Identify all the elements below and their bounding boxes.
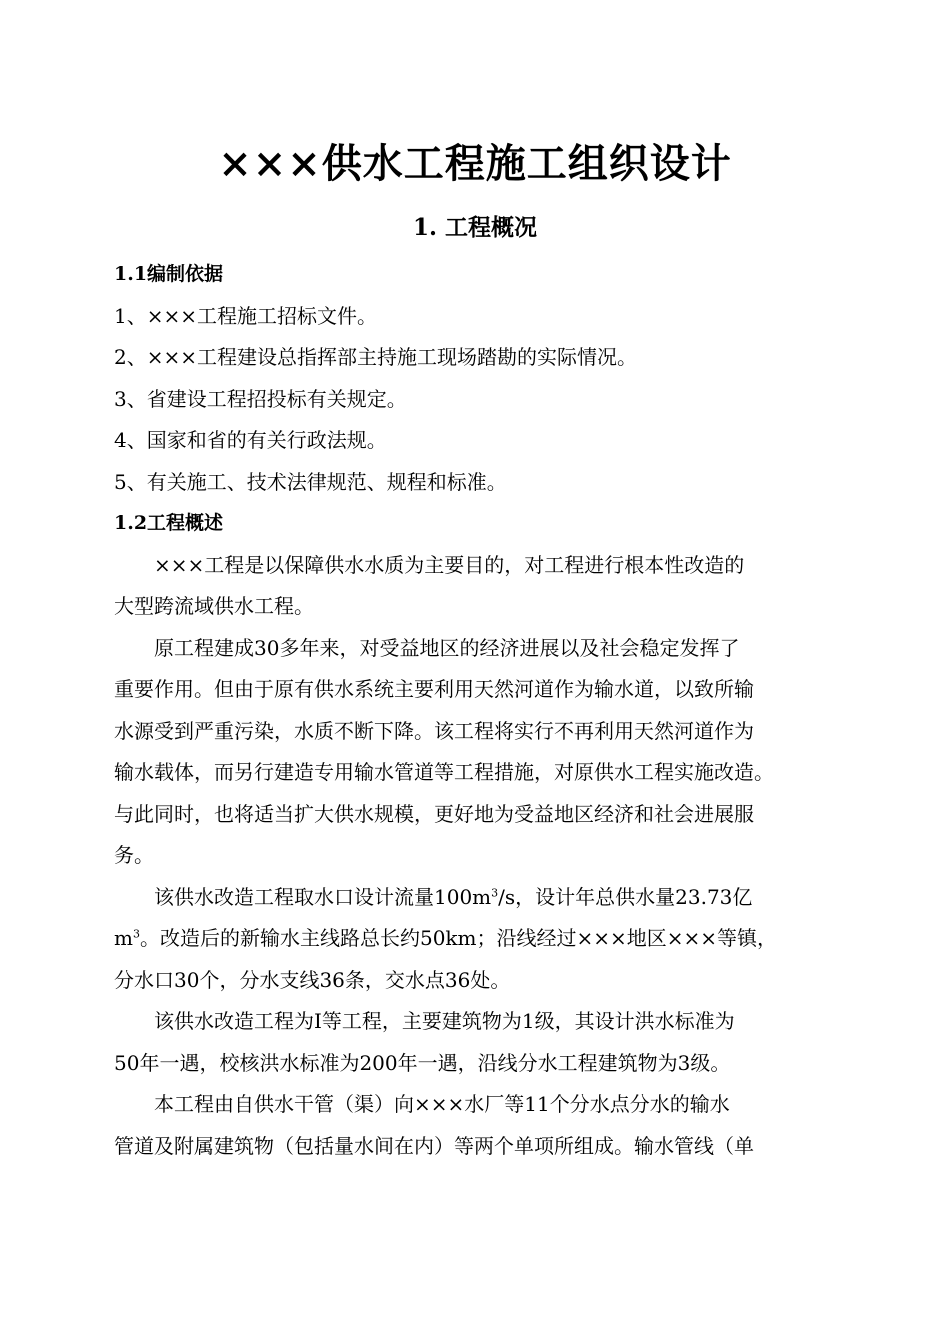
paragraph-line xyxy=(114,918,854,960)
paragraph-line: 管道及附属建筑物（包括量水间在内）等两个单项所组成。输水管线（单 xyxy=(114,1133,754,1158)
section-heading-overview: 1. 工程概况 xyxy=(412,214,538,241)
line-text: 。改造后的新输水主线路总长约50km；沿线经过×××地区×××等镇， xyxy=(139,926,778,950)
subsection-heading-overview: 1.2工程概述 xyxy=(114,512,224,534)
paragraph-line: 分水口30个，分水支线36条，交水点36处。 xyxy=(114,967,511,992)
document-body xyxy=(114,254,854,1167)
paragraph-line: ×××工程是以保障供水水质为主要目的，对工程进行根本性改造的 xyxy=(154,552,745,577)
document-title: ×××供水工程施工组织设计 xyxy=(218,140,732,187)
basis-item: 1、×××工程施工招标文件。 xyxy=(114,303,377,328)
basis-item: 2、×××工程建设总指挥部主持施工现场踏勘的实际情况。 xyxy=(114,345,637,369)
line-text: /s，设计年总供水量23.73亿 xyxy=(498,884,753,909)
paragraph-line xyxy=(114,877,854,919)
basis-item: 4、国家和省的有关行政法规。 xyxy=(114,428,387,452)
line-text: m xyxy=(114,926,133,950)
paragraph-line: 50年一遇，校核洪水标准为200年一遇，沿线分水工程建筑物为3级。 xyxy=(114,1050,731,1075)
paragraph-line: 该供水改造工程为I等工程，主要建筑物为1级，其设计洪水标准为 xyxy=(154,1009,735,1033)
basis-item: 3、省建设工程招投标有关规定。 xyxy=(114,386,407,411)
paragraph-line: 重要作用。但由于原有供水系统主要利用天然河道作为输水道，以致所输 xyxy=(114,677,754,701)
paragraph-line: 本工程由自供水干管（渠）向×××水厂等11个分水点分水的输水 xyxy=(154,1092,730,1116)
superscript: 3 xyxy=(491,885,499,899)
paragraph-line: 输水载体，而另行建造专用输水管道等工程措施，对原供水工程实施改造。 xyxy=(114,760,774,784)
paragraph-line: 大型跨流域供水工程。 xyxy=(114,594,314,618)
basis-item: 5、有关施工、技术法律规范、规程和标准。 xyxy=(114,469,507,494)
paragraph-line: 水源受到严重污染，水质不断下降。该工程将实行不再利用天然河道作为 xyxy=(114,718,754,743)
superscript: 3 xyxy=(132,927,140,941)
subsection-heading-basis: 1.1编制依据 xyxy=(114,263,224,285)
line-text: 该供水改造工程取水口设计流量100m xyxy=(154,884,492,909)
paragraph-line: 原工程建成30多年来，对受益地区的经济进展以及社会稳定发挥了 xyxy=(154,635,740,660)
paragraph-line: 务。 xyxy=(114,843,154,867)
paragraph-line: 与此同时，也将适当扩大供水规模，更好地为受益地区经济和社会进展服 xyxy=(114,801,754,826)
